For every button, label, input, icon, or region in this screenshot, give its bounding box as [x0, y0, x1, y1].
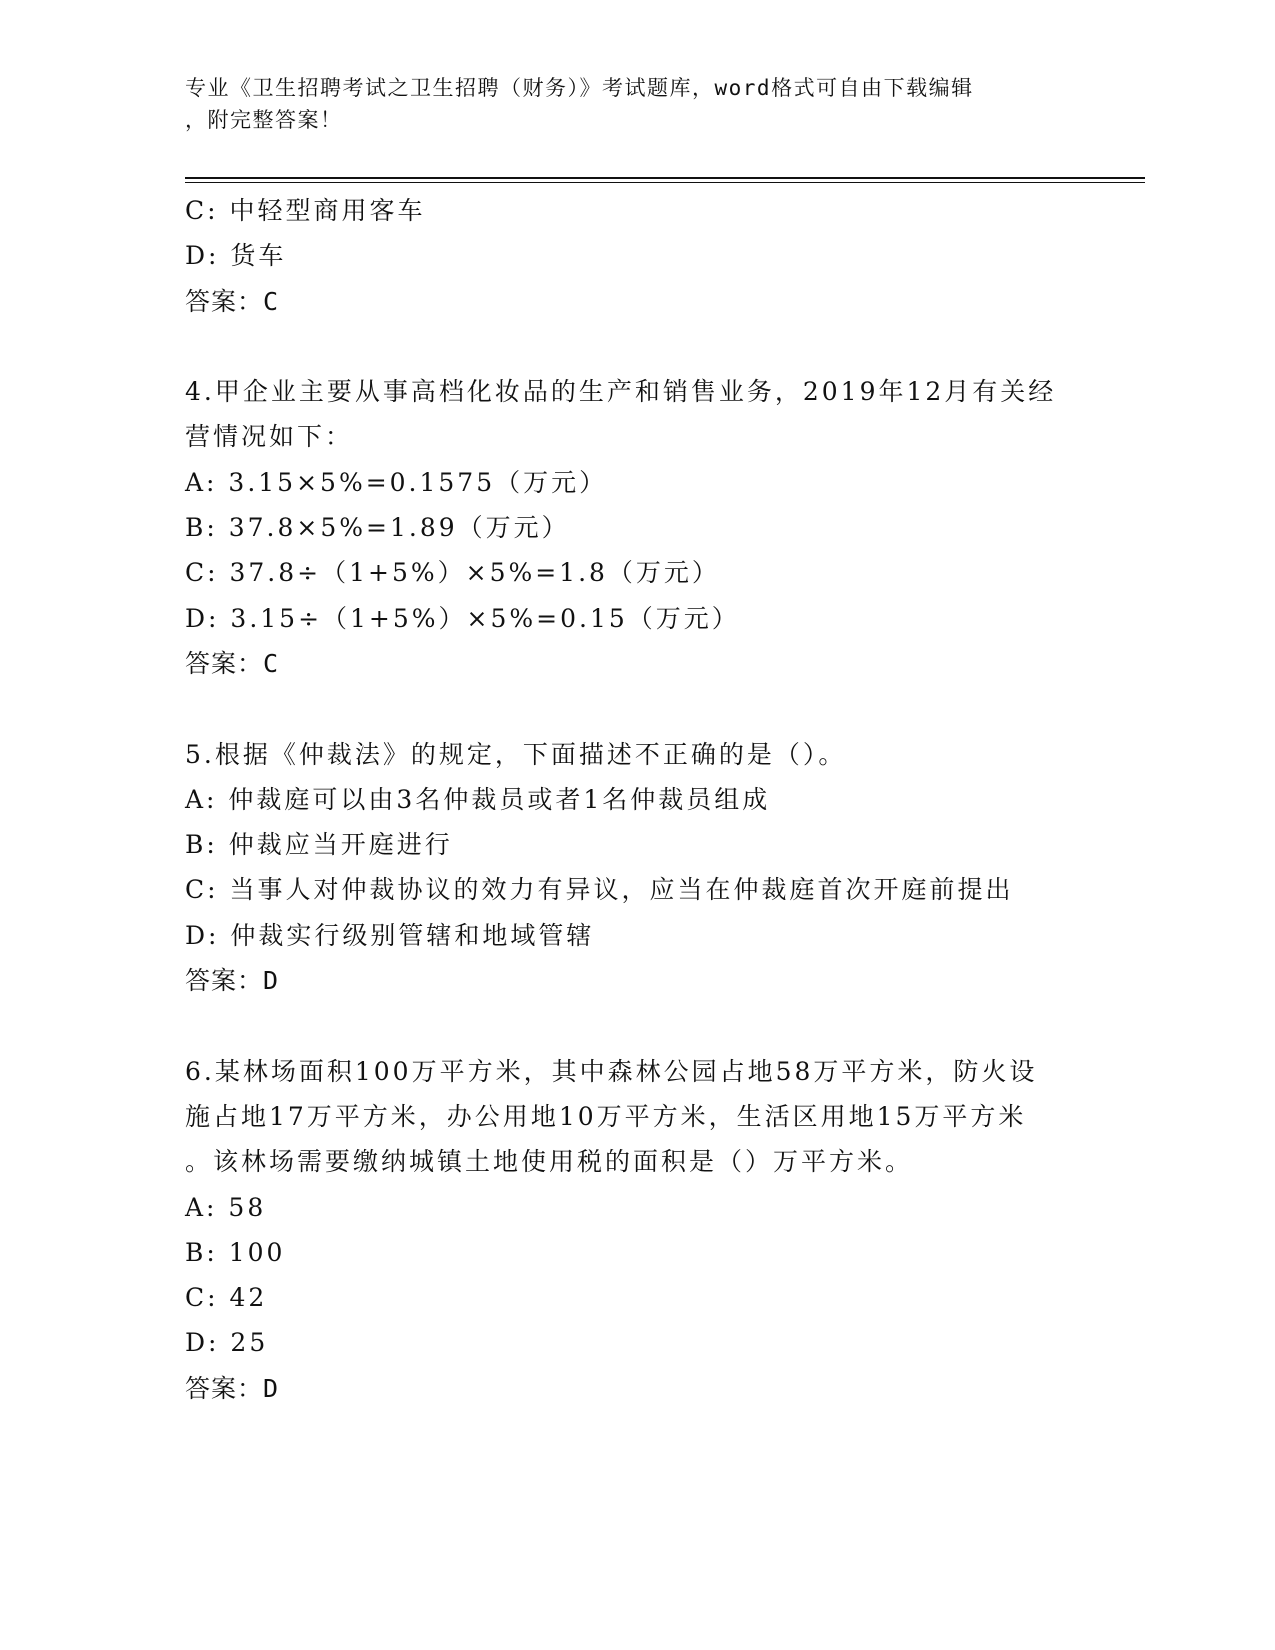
document-header — [185, 72, 1085, 136]
header-line-1: 专业《卫生招聘考试之卫生招聘（财务）》考试题库，word格式可自由下载编辑 — [185, 76, 974, 100]
option-c: C: 42 — [185, 1283, 268, 1313]
answer-line: 答案：C — [185, 648, 280, 678]
question-stem: 4.甲企业主要从事高档化妆品的生产和销售业务，2019年12月有关经 — [185, 377, 1057, 407]
option-b: B: 100 — [185, 1237, 286, 1267]
answer-line: 答案：D — [185, 966, 280, 996]
spacer — [185, 686, 1085, 731]
header-line-2: ，附完整答案！ — [185, 108, 343, 132]
option-a: A: 58 — [185, 1192, 267, 1222]
option-d: D: 仲裁实行级别管辖和地域管辖 — [185, 920, 595, 950]
option-c: C: 中轻型商用客车 — [185, 196, 426, 225]
question-stem: 施占地17万平方米，办公用地10万平方米，生活区用地15万平方米 — [185, 1101, 1027, 1131]
option-b: B: 37.8×5%=1.89（万元） — [185, 513, 570, 543]
answer-line: 答案：C — [185, 286, 280, 316]
question-stem: 6.某林场面积100万平方米，其中森林公园占地58万平方米，防火设 — [185, 1056, 1038, 1086]
option-c: C: 37.8÷（1+5%）×5%=1.8（万元） — [185, 558, 720, 588]
option-c: C: 当事人对仲裁协议的效力有异议，应当在仲裁庭首次开庭前提出 — [185, 875, 1014, 905]
option-a: A: 仲裁庭可以由3名仲裁员或者1名仲裁员组成 — [185, 784, 771, 814]
question-4 — [185, 369, 1085, 686]
question-3-tail — [185, 188, 1085, 324]
option-d: D: 3.15÷（1+5%）×5%=0.15（万元） — [185, 603, 740, 633]
question-stem: 。该林场需要缴纳城镇土地使用税的面积是（）万平方米。 — [185, 1147, 914, 1177]
option-d: D: 25 — [185, 1328, 269, 1358]
question-6 — [185, 1049, 1085, 1411]
option-a: A: 3.15×5%=0.1575（万元） — [185, 467, 608, 497]
spacer — [185, 324, 1085, 369]
option-d: D: 货车 — [185, 241, 287, 271]
spacer — [185, 1003, 1085, 1048]
option-b: B: 仲裁应当开庭进行 — [185, 830, 453, 860]
question-list — [185, 188, 1085, 1411]
question-5 — [185, 732, 1085, 1004]
header-rule-thin — [185, 182, 1145, 183]
header-rule-thick — [185, 177, 1145, 179]
answer-line: 答案：D — [185, 1373, 280, 1403]
question-stem: 营情况如下： — [185, 422, 354, 452]
question-stem: 5.根据《仲裁法》的规定，下面描述不正确的是（）。 — [185, 739, 847, 769]
